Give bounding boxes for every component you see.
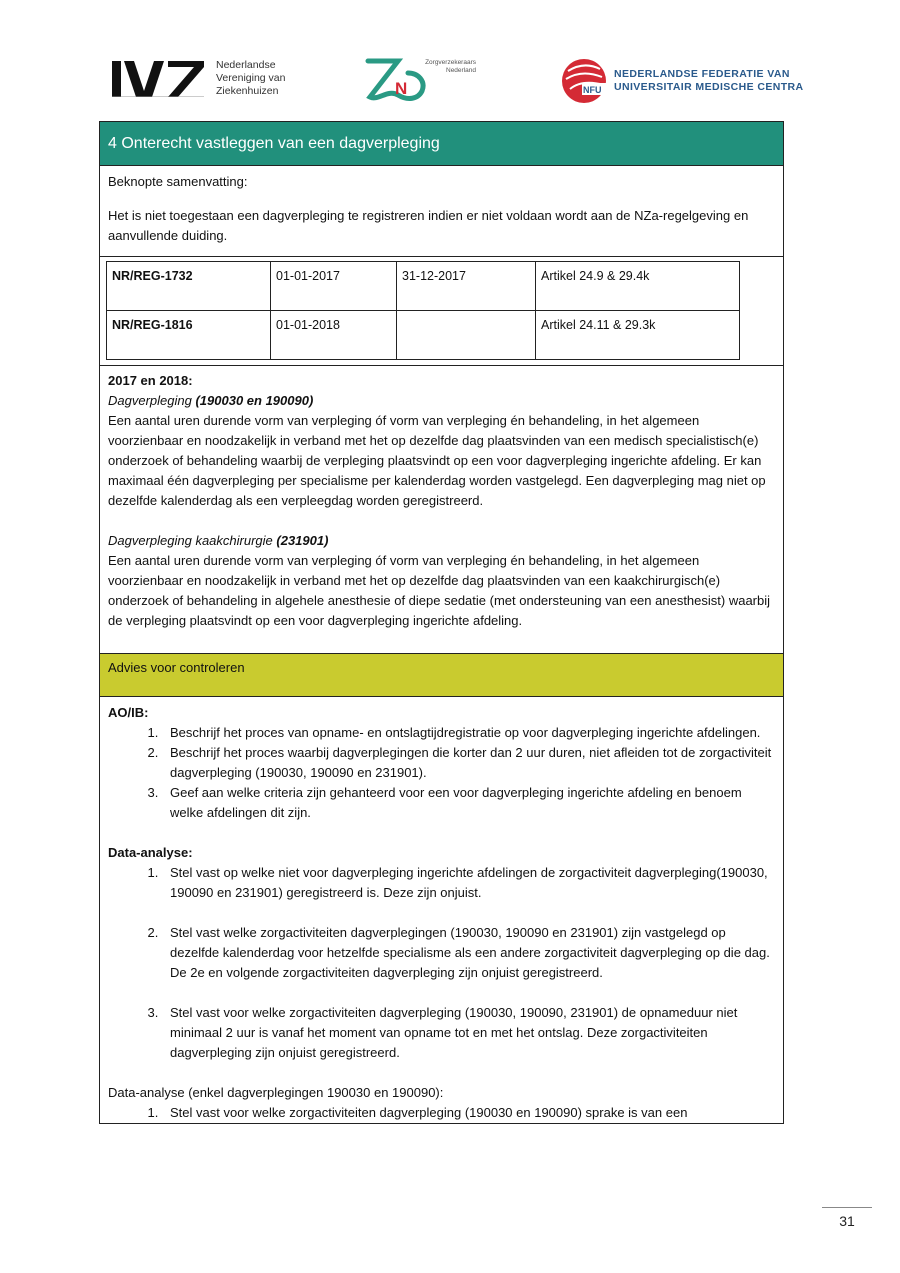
regulations-section <box>100 257 783 366</box>
section-title: 4 Onterecht vastleggen van een dagverpleging <box>108 134 440 152</box>
page-number-rule <box>822 1207 872 1208</box>
definitions-section <box>100 366 783 654</box>
list-item: 1. Stel vast voor welke zorgactiviteiten dagverpleging (190030 en 190090) sprake is van een <box>162 1103 775 1123</box>
data-analysis-block <box>108 843 775 1063</box>
nfu-logo-text: NEDERLANDSE FEDERATIE VAN UNIVERSITAIR MEDISCHE CENTRA <box>614 68 804 93</box>
aoib-list <box>108 723 775 823</box>
list-item: 2. Stel vast welke zorgactiviteiten dagverplegingen (190030, 190090 en 231901) zijn vastgelegd op dezelfde kalenderdag voor hetzelfde specialisme als een andere zorgactiviteit dagverpleging op die dag. De 2e en volgende zorgactiviteiten dagverpleging zijn onjuist geregistreerd. <box>162 923 775 983</box>
svg-text:NFU: NFU <box>583 85 602 95</box>
definition-2-text: Een aantal uren durende vorm van verpleging óf vorm van verpleging én behandeling, in het algemeen voorzienbaar en noodzakelijk in verband met het op dezelfde dag plaatsvinden van een kaakchirurgisch(e) onderzoek of behandeling in algehele anesthesie of diepe sedatie (met ondersteuning van een anesthesist) waarbij de verpleging plaatsvindt op een voor dagverpleging ingerichte afdeling. <box>108 553 771 628</box>
reg-end-date: 31-12-2017 <box>397 262 536 311</box>
reg-code: NR/REG-1816 <box>107 311 271 360</box>
reg-article: Artikel 24.11 & 29.3k <box>536 311 740 360</box>
summary-text: Het is niet toegestaan een dagverpleging te registreren indien er niet voldaan wordt aan de NZa-regelgeving en aanvullende duiding. <box>108 208 749 243</box>
data-analysis-2-block <box>108 1083 775 1123</box>
regulations-table <box>106 261 740 360</box>
zn-logo <box>364 57 476 105</box>
definition-1-text: Een aantal uren durende vorm van verpleging óf vorm van verpleging én behandeling, in het algemeen voorzienbaar en noodzakelijk in verband met het op dezelfde dag plaatsvinden van een medisch specialistisch(e) onderzoek of behandeling waarbij de verpleging plaatsvindt op een voor dagverpleging ingerichte afdeling. Er kan maximaal één dagverpleging per specialisme per kalenderdag worden vastgelegd. Een dagverpleging mag niet op dezelfde kalenderdag als een verpleegdag worden geregistreerd. <box>108 413 766 508</box>
data-analysis-list <box>108 863 775 1063</box>
definition-1-heading: Dagverpleging (190030 en 190090) <box>108 393 314 408</box>
years-label: 2017 en 2018: <box>108 373 193 388</box>
table-row <box>107 311 740 360</box>
nfu-logo-mark-icon <box>560 57 608 105</box>
page-number: 31 <box>839 1213 855 1229</box>
audit-item-table <box>99 121 784 1124</box>
reg-end-date <box>397 311 536 360</box>
nvz-logo-text: Nederlandse Vereniging van Ziekenhuizen <box>216 59 286 97</box>
header-logos <box>0 55 900 105</box>
summary-section <box>100 166 783 257</box>
list-item: 3. Stel vast voor welke zorgactiviteiten dagverpleging (190030, 190090, 231901) de opnameduur niet minimaal 2 uur is vanaf het moment van opname tot en met het ontslag. Deze zorgactiviteiten dagverpleging zijn onjuist geregistreerd. <box>162 1003 775 1063</box>
reg-code: NR/REG-1732 <box>107 262 271 311</box>
data-analysis-2-heading: Data-analyse (enkel dagverplegingen 190030 en 190090): <box>108 1085 444 1100</box>
advice-bar <box>100 654 783 697</box>
svg-text:N: N <box>395 79 408 98</box>
advice-title: Advies voor controleren <box>108 660 245 675</box>
data-analysis-heading: Data-analyse: <box>108 845 193 860</box>
spacer <box>108 511 775 531</box>
nfu-logo <box>560 57 804 105</box>
checks-section <box>100 697 783 1123</box>
list-item: 2. Beschrijf het proces waarbij dagverplegingen die korter dan 2 uur duren, niet afleiden tot de zorgactiviteit dagverpleging (190030, 190090 en 231901). <box>162 743 775 783</box>
list-item: 1. Beschrijf het proces van opname- en ontslagtijdregistratie op voor dagverpleging ingerichte afdelingen. <box>162 723 775 743</box>
summary-label: Beknopte samenvatting: <box>108 174 248 189</box>
list-item: 1. Stel vast op welke niet voor dagverpleging ingerichte afdelingen de zorgactiviteit dagverpleging(190030, 190090 en 231901) geregistreerd is. Deze zijn onjuist. <box>162 863 775 903</box>
list-item: 3. Geef aan welke criteria zijn gehanteerd voor een voor dagverpleging ingerichte afdeling en benoem welke afdelingen dit zijn. <box>162 783 775 823</box>
reg-start-date: 01-01-2017 <box>271 262 397 311</box>
zn-logo-text: Zorgverzekeraars Nederland <box>425 59 476 74</box>
definition-2-heading: Dagverpleging kaakchirurgie (231901) <box>108 533 329 548</box>
aoib-heading: AO/IB: <box>108 705 149 720</box>
reg-article: Artikel 24.9 & 29.4k <box>536 262 740 311</box>
table-row <box>107 262 740 311</box>
data-analysis-2-list <box>108 1103 775 1123</box>
aoib-block <box>108 703 775 823</box>
nvz-logo <box>112 59 285 98</box>
nvz-logo-mark-icon <box>112 61 204 97</box>
reg-start-date: 01-01-2018 <box>271 311 397 360</box>
section-title-bar <box>100 122 783 166</box>
